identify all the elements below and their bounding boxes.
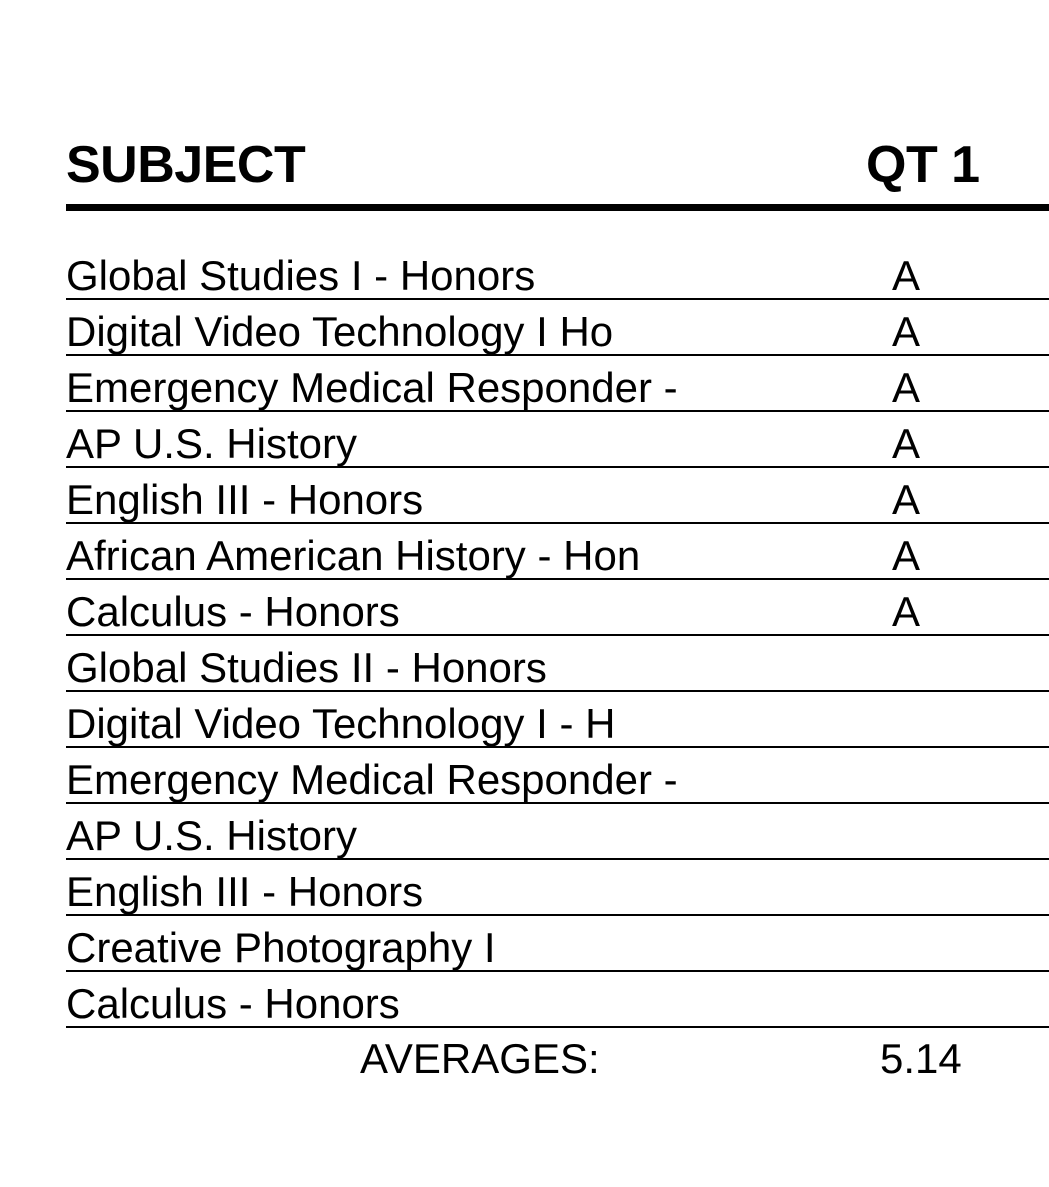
table-row xyxy=(66,916,1049,972)
subject-name: English III - Honors xyxy=(66,868,424,915)
table-row xyxy=(66,244,1049,300)
averages-label: AVERAGES: xyxy=(360,1035,600,1082)
subject-name: Emergency Medical Responder - xyxy=(66,364,678,411)
table-row xyxy=(66,524,1049,580)
quarter-grade: A xyxy=(892,364,921,411)
subject-name: Calculus - Honors xyxy=(66,588,400,635)
quarter-grade: A xyxy=(892,588,921,635)
averages-row xyxy=(66,1032,1049,1088)
subject-name: Emergency Medical Responder - xyxy=(66,756,678,803)
table-row xyxy=(66,300,1049,356)
table-row xyxy=(66,412,1049,468)
subject-name: Global Studies II - Honors xyxy=(66,644,547,691)
subject-name: Digital Video Technology I Ho xyxy=(66,308,614,355)
subject-column-header: SUBJECT xyxy=(66,136,306,194)
table-row xyxy=(66,468,1049,524)
grades-table xyxy=(66,244,1049,1028)
subject-name: AP U.S. History xyxy=(66,812,357,859)
table-row xyxy=(66,692,1049,748)
quarter-grade: A xyxy=(892,532,921,579)
subject-name: Digital Video Technology I - H xyxy=(66,700,616,747)
table-row xyxy=(66,356,1049,412)
subject-name: Calculus - Honors xyxy=(66,980,400,1027)
subject-name: African American History - Hon xyxy=(66,532,641,579)
quarter-grade: A xyxy=(892,420,921,467)
subject-name: English III - Honors xyxy=(66,476,424,523)
quarter-grade: A xyxy=(892,308,921,355)
table-row xyxy=(66,804,1049,860)
subject-name: Global Studies I - Honors xyxy=(66,252,536,299)
subject-name: Creative Photography I xyxy=(66,924,496,971)
table-row xyxy=(66,972,1049,1028)
table-header xyxy=(66,134,1049,212)
table-row xyxy=(66,748,1049,804)
header-divider xyxy=(66,204,1049,211)
averages-value: 5.14 xyxy=(880,1035,962,1082)
quarter-column-header: QT 1 xyxy=(866,136,980,194)
quarter-grade: A xyxy=(892,252,921,299)
quarter-grade: A xyxy=(892,476,921,523)
table-row xyxy=(66,860,1049,916)
subject-name: AP U.S. History xyxy=(66,420,357,467)
table-row xyxy=(66,580,1049,636)
table-row xyxy=(66,636,1049,692)
